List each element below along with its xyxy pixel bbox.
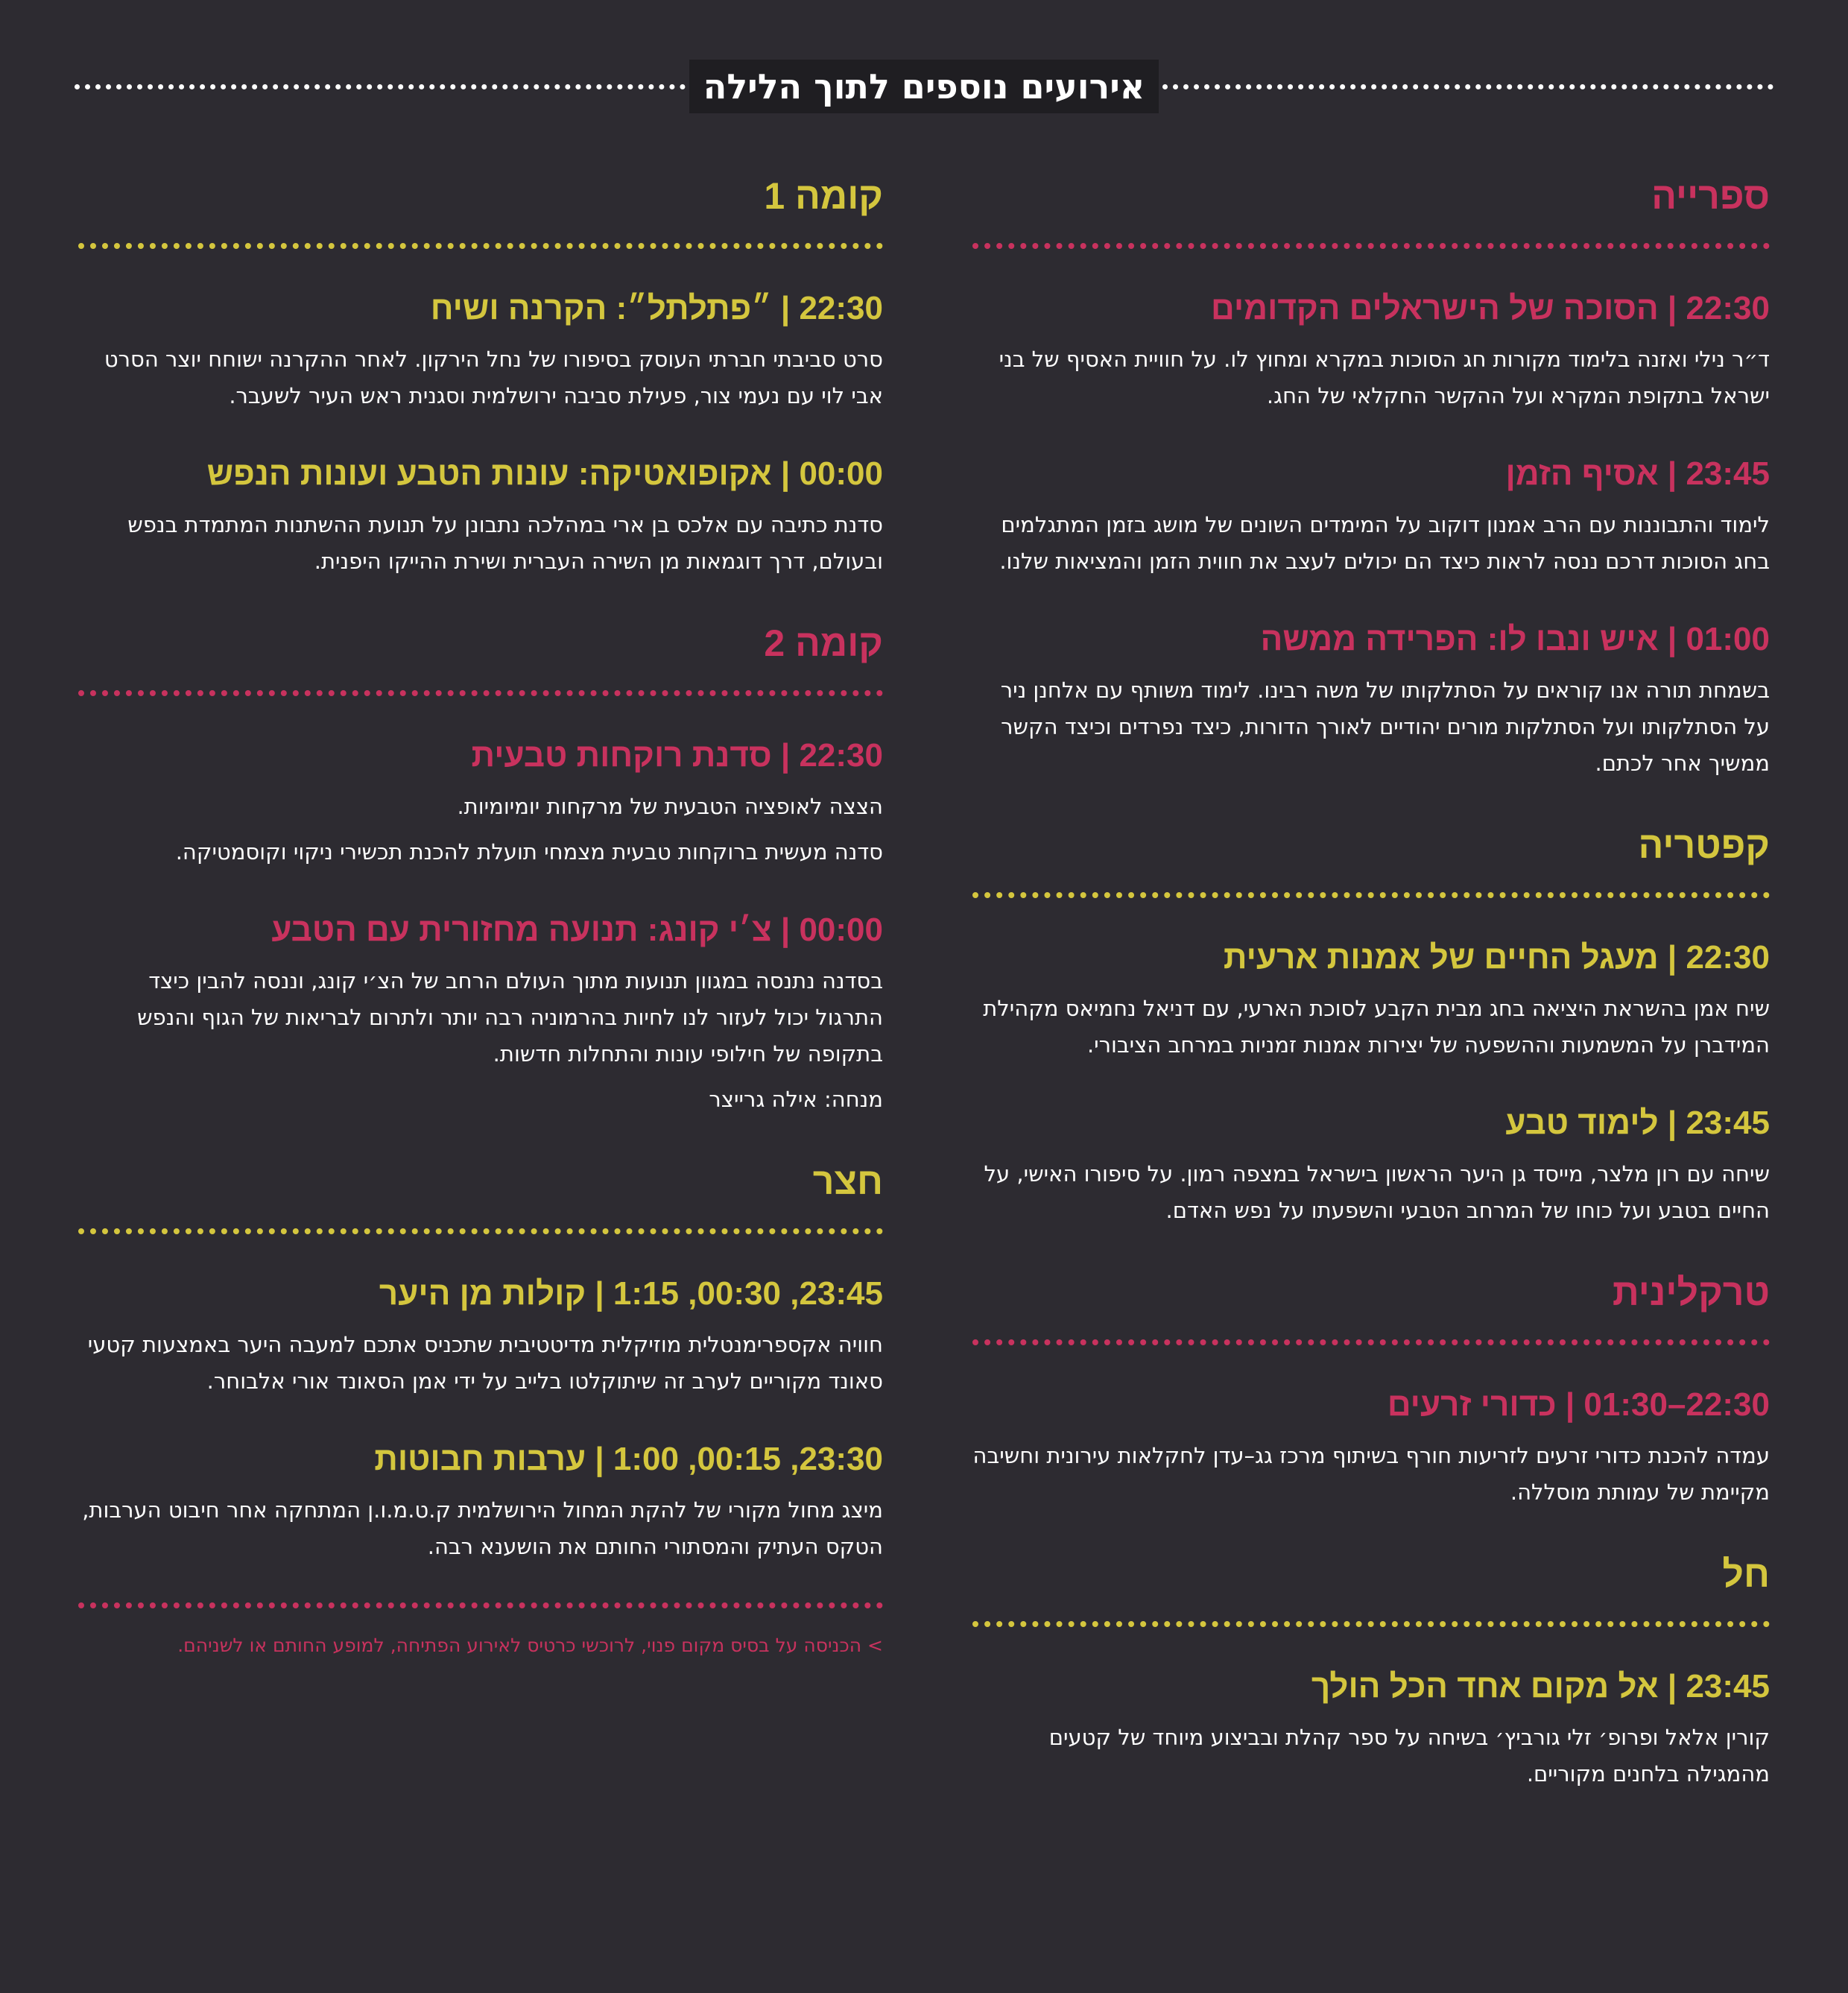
event-title: 23:45 | אל מקום אחד הכל הולך [1311,1668,1770,1705]
event-title: 00:00 | אקופואטיקה: עונות הטבע ועונות הנפש [206,455,883,492]
event-title: 22:30 | מעגל החיים של אמנות ארעית [1223,939,1770,976]
section-title: חל [1722,1553,1770,1595]
event-item [972,452,1770,580]
event-title: 23:30, 00:15, 1:00 | ערבות חבוטות [374,1441,883,1477]
event-description: הצצה לאופציה הטבעית של מרקחות יומיומיות. [457,794,883,819]
dotted-divider [972,243,1770,249]
dotted-divider [78,243,883,249]
section-title: ספרייה [1651,175,1770,217]
dotted-divider [75,84,686,89]
event-description: מיצג מחול מקורי של להקת המחול הירושלמית ק.ט.מ.ו.ן המתחקה אחר חיבוט הערבות, הטקס העתיק והמסתורי החותם את הושענא רבה. [82,1497,883,1559]
section-cafeteria [972,819,1770,1229]
dotted-divider [78,690,883,696]
event-item [972,1101,1770,1229]
event-description: עמדה להכנת כדורי זרעים לזריעות חורף בשיתוף מרכז גג–עדן לחקלאות עירונית וחשיבה מקיימת של עמותת מוסללה. [972,1443,1770,1505]
section-title: קומה 2 [764,622,883,664]
event-title: 22:30 | הסוכה של הישראלים הקדומים [1211,290,1770,326]
event-item [972,286,1770,414]
event-item [972,935,1770,1064]
event-description: לימוד והתבוננות עם הרב אמנון דוקוב על המימדים השונים של מושג בזמן המתגלמים בחג הסוכות דרכם ננסה לראות כיצד הם יכולים לעצב את חווית הזמן והמציאות שלנו. [999,512,1770,574]
event-description: ד״ר נילי ואזנה בלימוד מקורות חג הסוכות במקרא ומחוץ לו. על חוויית האסיף של בני ישראל בתקופת המקרא ועל ההקשר החקלאי של החג. [999,347,1770,408]
event-item [78,452,883,580]
event-item [972,1383,1770,1511]
dotted-divider [1162,84,1773,89]
event-description: סדנה מעשית ברוקחות טבעית מצמחי תועלת להכנת תכשירי ניקוי וקוסמטיקה. [175,839,883,865]
section-library [972,170,1770,782]
footnote: > הכניסה על בסיס מקום פנוי, לרוכשי כרטיס לאירוע הפתיחה, למופע החותם או לשניהם. [177,1634,883,1656]
event-title: 23:45 | לימוד טבע [1505,1105,1770,1141]
left-column [78,170,883,1661]
section-floor1 [78,170,883,580]
dotted-divider [972,1621,1770,1627]
section-floor2 [78,617,883,1118]
section-title: קפטריה [1638,824,1770,866]
section-title: חצר [812,1160,883,1202]
event-title: 00:00 | צ׳י קונג: תנועה מחזורית עם הטבע [271,912,883,948]
event-title: 23:45, 00:30, 1:15 | קולות מן היער [379,1275,883,1312]
event-title: 22:30 | ״פתלתל״: הקרנה ושיח [430,290,883,326]
dotted-divider [972,892,1770,898]
event-title: 22:30–01:30 | כדורי זרעים [1387,1386,1770,1423]
event-host: מנחה: אילה גרייצר [709,1087,883,1112]
dotted-divider [78,1602,883,1608]
dotted-divider [972,1339,1770,1345]
event-title: 22:30 | סדנת רוקחות טבעית [471,737,883,774]
event-description: חוויה אקספרימנטלית מוזיקלית מדיטטיבית שתכניס אתכם למעבה היער באמצעות קטעי סאונד מקוריים לערב זה שיתוקלטו בלייב על ידי אמן הסאונד אורי אלבוחר. [87,1332,883,1394]
event-description: בסדנה נתנסה במגוון תנועות מתוך העולם הרחב של הצ׳י קונג, וננסה להבין כיצד התרגול יכול לעזור לנו לחיות בהרמוניה רבה יותר ולתרום לבריאות של הגוף והנפש בתקופה של חילופי עונות והתחלות חדשות. [137,968,883,1067]
event-description: קורין אלאל ופרופ׳ זלי גורביץ׳ בשיחה על ספר קהלת ובביצוע מיוחד של קטעים מהמגילה בלחנים מקוריים. [1048,1725,1770,1787]
event-item [78,1437,883,1565]
event-item [78,733,883,871]
event-item [972,1664,1770,1793]
event-item [78,908,883,1118]
event-description: בשמחת תורה אנו קוראים על הסתלקותו של משה רבינו. לימוד משותף עם אלחנן ניר על הסתלקותו ועל הסתלקות מורים יהודיים לאורך הדורות, כיצד נפרדים וכיצד הקשר ממשיך אחר לכתם. [1000,678,1770,776]
header-banner [75,60,1773,113]
page-title: אירועים נוספים לתוך הלילה [689,60,1159,113]
section-courtyard [78,1155,883,1565]
section-title: טרקלינית [1612,1272,1770,1313]
section-hall [972,1548,1770,1793]
right-column [972,170,1770,1830]
section-tarklinit [972,1266,1770,1511]
event-description: שיחה עם רון מלצר, מייסד גן היער הראשון בישראל במצפה רמון. על סיפורו האישי, על החיים בטבע ועל כוחו של המרחב הטבעי והשפעתו על נפש האדם. [984,1161,1770,1223]
event-title: 01:00 | איש ונבו לו: הפרידה ממשה [1260,621,1770,657]
event-description: סרט סביבתי חברתי העוסק בסיפורו של נחל הירקון. לאחר ההקרנה ישוחח יוצר הסרט אבי לוי עם נעמי צור, פעילת סביבה ירושלמית וסגנית ראש העיר לשעבר. [104,347,883,408]
event-item [78,286,883,414]
dotted-divider [78,1228,883,1234]
event-item [78,1272,883,1400]
event-item [972,617,1770,782]
event-title: 23:45 | אסיף הזמן [1505,455,1770,492]
event-description: סדנת כתיבה עם אלכס בן ארי במהלכה נתבונן על תנועת ההשתנות המתמדת בנפש ובעולם, דרך דוגמאות מן השירה העברית ושירת ההייקו היפנית. [127,512,883,574]
event-description: שיח אמן בהשראת היציאה בחג מבית הקבע לסוכת הארעי, עם דניאל נחמיאס מקהילת המידברן על המשמעות וההשפעה של יצירות אמנות זמניות במרחב הציבורי. [983,996,1770,1058]
section-title: קומה 1 [764,175,883,217]
